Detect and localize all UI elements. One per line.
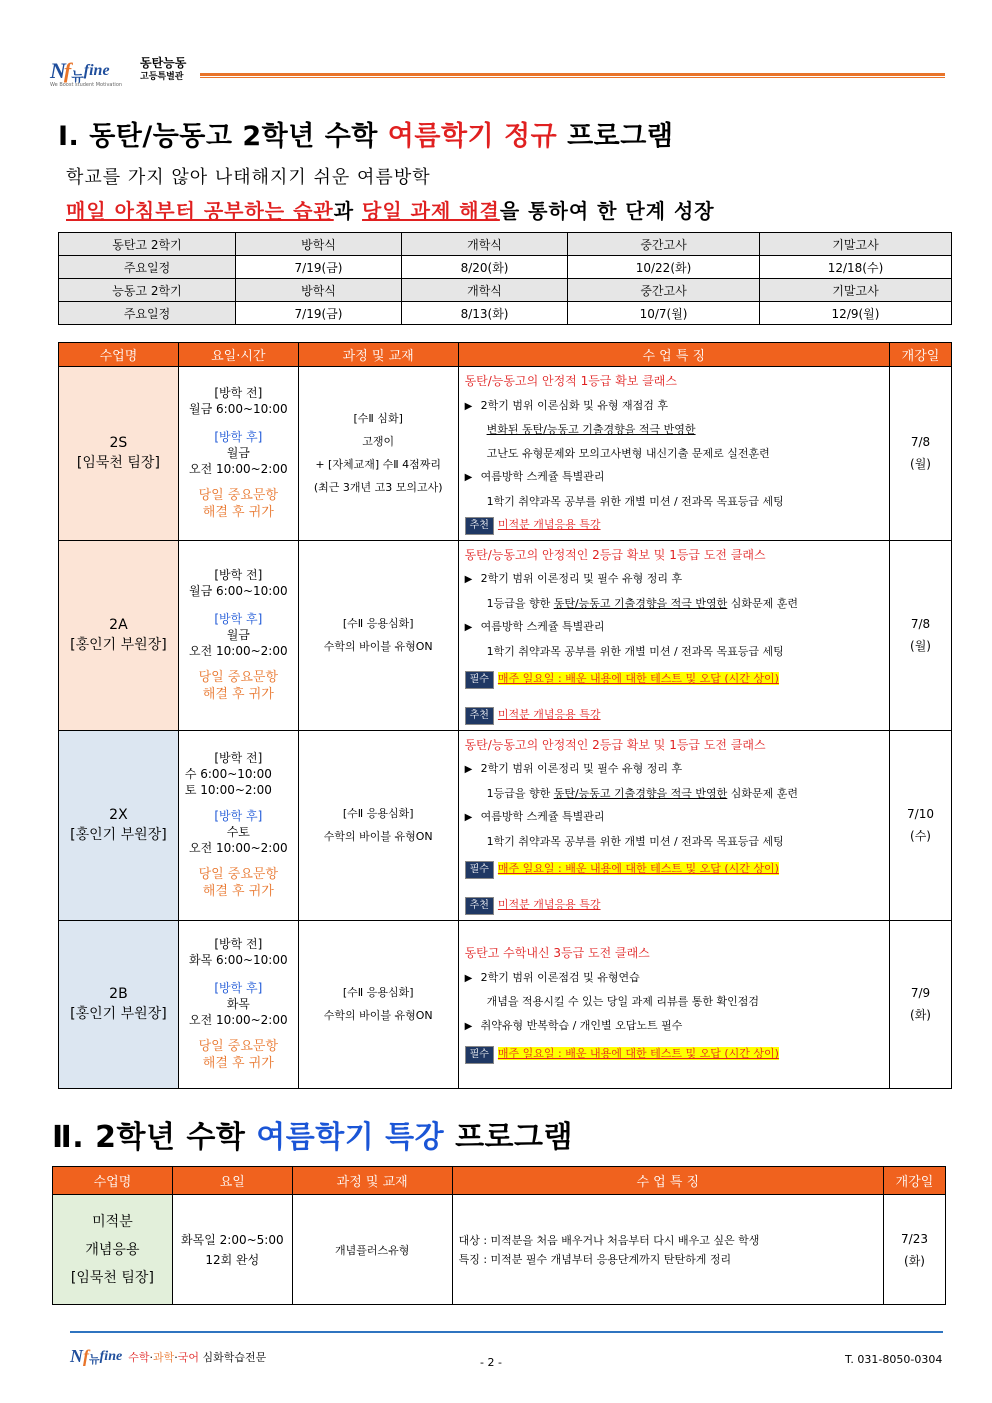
special-program-table [52, 1166, 946, 1305]
post-time: 오전 10:00~2:00 [189, 841, 288, 855]
feature-line: 개념을 적용시킬 수 있는 당일 과제 리뷰를 통한 확인점검 [486, 995, 759, 1009]
schedule-date: 12/18(수) [760, 256, 952, 279]
page-number: - 2 - [480, 1356, 502, 1369]
logo-tagline: We Boost student Motivation [50, 82, 123, 88]
required-line: 필수 매주 일요일 : 배운 내용에 대한 테스트 및 오답 (시간 상이) [465, 667, 883, 691]
section2-title: Ⅱ. 2학년 수학 여름학기 특강 프로그램 [52, 1120, 573, 1155]
table-header-row [59, 343, 952, 367]
school-label: 동탄고 2학기 [59, 233, 236, 256]
triangle-icon: ▶ [464, 764, 473, 775]
schedule-header: 개학식 [402, 233, 568, 256]
required-badge: 필수 [465, 1046, 494, 1064]
post-label: [방학 후] [214, 809, 263, 823]
table-row [59, 302, 952, 325]
col-header: 개강일 [884, 1167, 946, 1195]
post-day: 화목 [226, 997, 250, 1011]
time-cell [178, 367, 298, 541]
note-line1: 당일 중요문항 [198, 867, 279, 882]
post-label: [방학 후] [214, 430, 263, 445]
time-cell [178, 540, 298, 730]
table-row [59, 279, 952, 302]
table-row [59, 540, 952, 730]
recommend-badge: 추천 [465, 897, 494, 915]
start-date-cell: 7/23 (화) [884, 1195, 946, 1305]
note-line2: 해결 후 귀가 [202, 1056, 274, 1071]
pre-label: [방학 전] [214, 386, 263, 401]
schedule-date: 10/7(월) [568, 302, 760, 325]
triangle-icon: ▶ [464, 812, 473, 823]
post-label: [방학 후] [214, 612, 263, 626]
class-name-cell: 미적분 개념응용 [임묵천 팀장] [53, 1195, 173, 1305]
footer-subjects: 수학·과학·국어 심화학습전문 [128, 1350, 267, 1364]
feature-line: 고난도 유형문제와 모의고사변형 내신기출 문제로 실전훈련 [486, 446, 770, 460]
note-line1: 당일 중요문항 [198, 670, 279, 685]
feature-line: 1학기 취약과목 공부를 위한 개별 미션 / 전과목 목표등급 세팅 [486, 494, 784, 508]
post-time: 오전 10:00~2:00 [189, 644, 288, 658]
class-code: 2X [109, 807, 128, 823]
col-header: 수 업 특 징 [458, 343, 889, 367]
table-row [59, 920, 952, 1088]
triangle-icon: ▶ [464, 400, 473, 412]
course-cell [298, 540, 458, 730]
note-line1: 당일 중요문항 [198, 1039, 279, 1054]
class-name-cell [59, 540, 179, 730]
col-header: 수업명 [53, 1167, 173, 1195]
table-row [59, 233, 952, 256]
post-day: 수토 [226, 825, 250, 839]
class-code: 2S [109, 435, 128, 452]
course-line: + [자체교재] 수Ⅱ 4점짜리 [315, 458, 442, 472]
class-name-cell [59, 920, 179, 1088]
feature-cell: 대상 : 미적분을 처음 배우거나 처음부터 다시 배우고 싶은 학생 특징 : 미적분 필수 개념부터 응용단계까지 탄탄하게 정리 [452, 1195, 883, 1305]
required-badge: 필수 [465, 861, 494, 879]
schedule-label: 주요일정 [59, 256, 236, 279]
course-cell [298, 730, 458, 920]
col-header: 과정 및 교재 [298, 343, 458, 367]
required-line: 필수 매주 일요일 : 배운 내용에 대한 테스트 및 오답 (시간 상이) [465, 857, 883, 881]
table-row [59, 730, 952, 920]
footer-rule [70, 1331, 943, 1333]
feature-line: 1학기 취약과목 공부를 위한 개별 미션 / 전과목 목표등급 세팅 [486, 644, 784, 658]
course-line: 고쟁이 [362, 435, 395, 449]
footer-logo-ko: 뉴 [89, 1352, 100, 1366]
feature-cell [458, 730, 889, 920]
class-title: 동탄/능동고의 안정적인 2등급 확보 및 1등급 도전 클래스 [464, 737, 766, 752]
pre-time: 월금 6:00~10:00 [189, 402, 288, 417]
start-date-cell: 7/9 (화) [890, 920, 952, 1088]
col-header: 과정 및 교재 [292, 1167, 452, 1195]
schedule-header: 방학식 [236, 233, 402, 256]
feature-line: ▶ 2학기 범위 이론점검 및 유형연습 [465, 966, 883, 991]
teacher-name: [홍인기 부원장] [70, 827, 167, 843]
class-title: 동탄/능동고의 안정적인 2등급 확보 및 1등급 도전 클래스 [464, 547, 766, 562]
table-row [59, 256, 952, 279]
schedule-header: 기말고사 [760, 279, 952, 302]
pre-time: 토 10:00~2:00 [184, 783, 272, 797]
triangle-icon: ▶ [464, 472, 473, 483]
time-cell [178, 920, 298, 1088]
section1-slogan: 매일 아침부터 공부하는 습관과 당일 과제 해결을 통하여 한 단계 성장 [66, 199, 715, 223]
logo-nf: Nf [50, 58, 70, 83]
time-cell: 화목일 2:00~5:00 12회 완성 [172, 1195, 292, 1305]
teacher-name: [홍인기 부원장] [70, 1006, 167, 1022]
phone-number: T. 031-8050-0304 [845, 1353, 943, 1366]
col-header: 요일 [172, 1167, 292, 1195]
col-header: 개강일 [890, 343, 952, 367]
start-date-cell: 7/10 (수) [890, 730, 952, 920]
class-title: 동탄고 수학내신 3등급 도전 클래스 [464, 946, 650, 961]
required-badge: 필수 [465, 671, 494, 689]
section1-title: Ⅰ. 동탄/능동고 2학년 수학 여름학기 정규 프로그램 [58, 121, 674, 152]
feature-cell [458, 367, 889, 541]
note-line1: 당일 중요문항 [198, 488, 279, 504]
post-label: [방학 후] [214, 981, 263, 995]
recommend-line: 추천 미적분 개념응용 특강 [465, 513, 883, 537]
recommend-badge: 추천 [465, 517, 494, 535]
col-header: 요일·시간 [178, 343, 298, 367]
pre-time: 월금 6:00~10:00 [189, 584, 288, 598]
post-day: 월금 [226, 446, 250, 461]
course-line: 수학의 바이블 유형ON [323, 830, 433, 843]
feature-cell [458, 920, 889, 1088]
pre-label: [방학 전] [214, 937, 263, 951]
recommend-line: 추천 미적분 개념응용 특강 [465, 893, 883, 917]
feature-cell [458, 540, 889, 730]
feature-line: ▶ 여름방학 스케쥴 특별관리 [465, 465, 883, 490]
course-line: (최근 3개년 고3 모의고사) [313, 481, 443, 495]
brand-line1: 동탄능동 [140, 56, 187, 70]
schedule-header: 중간고사 [568, 233, 760, 256]
table-row [59, 367, 952, 541]
col-header: 수업명 [59, 343, 179, 367]
feature-line: ▶ 취약유형 반복학습 / 개인별 오답노트 필수 [465, 1014, 883, 1039]
schedule-date: 8/20(화) [402, 256, 568, 279]
nfine-logo [50, 58, 110, 85]
footer-logo [70, 1346, 266, 1367]
course-line: [수Ⅱ 응용심화] [342, 986, 414, 999]
feature-line: 변화된 동탄/능동고 기출경향을 적극 반영한 [486, 423, 696, 436]
course-line: [수Ⅱ 응용심화] [342, 617, 414, 630]
note-line2: 해결 후 귀가 [202, 884, 274, 899]
schedule-date: 12/9(월) [760, 302, 952, 325]
class-name-cell [59, 367, 179, 541]
schedule-date: 10/22(화) [568, 256, 760, 279]
school-label: 능동고 2학기 [59, 279, 236, 302]
course-line: 수학의 바이블 유형ON [323, 1009, 433, 1022]
pre-label: [방학 전] [214, 751, 263, 765]
start-date-cell: 7/8 (월) [890, 540, 952, 730]
table-header-row [53, 1167, 946, 1195]
school-schedule-table [58, 232, 952, 325]
class-title: 동탄/능동고의 안정적 1등급 확보 클래스 [464, 374, 677, 388]
course-line: [수Ⅱ 응용심화] [342, 807, 414, 820]
brand-line2: 고등특별관 [140, 72, 184, 82]
class-name-cell [59, 730, 179, 920]
class-code: 2B [109, 986, 128, 1002]
post-day: 월금 [226, 628, 250, 642]
time-cell [178, 730, 298, 920]
feature-line: ▶ 2학기 범위 이론정리 및 필수 유형 정리 후 [465, 757, 883, 782]
header-rule-thin [200, 77, 945, 78]
section1-subtitle: 학교를 가지 않아 나태해지기 쉬운 여름방학 [66, 167, 431, 188]
recommend-badge: 추천 [465, 707, 494, 725]
feature-line: 1등급을 향한 동탄/능동고 기출경향을 적극 반영한 심화문제 훈련 [486, 596, 799, 610]
feature-line: ▶ 2학기 범위 이론심화 및 유형 재점검 후 [465, 394, 883, 419]
pre-time: 수 6:00~10:00 [184, 767, 272, 781]
schedule-header: 방학식 [236, 279, 402, 302]
col-header: 수 업 특 징 [452, 1167, 883, 1195]
footer-logo-nf: Nf [70, 1346, 89, 1366]
schedule-date: 7/19(금) [236, 256, 402, 279]
feature-line: ▶ 2학기 범위 이론정리 및 필수 유형 정리 후 [465, 567, 883, 592]
footer-logo-fine: fine [99, 1348, 123, 1364]
triangle-icon: ▶ [464, 574, 473, 585]
header-rule [200, 73, 945, 76]
class-code: 2A [109, 617, 128, 633]
logo-ko: 뉴 [71, 70, 84, 85]
course-line: [수Ⅱ 심화] [353, 412, 403, 426]
feature-line: ▶ 여름방학 스케쥴 특별관리 [465, 805, 883, 830]
brand-name [140, 56, 186, 84]
pre-label: [방학 전] [214, 568, 263, 582]
teacher-name: [홍인기 부원장] [70, 637, 167, 653]
required-line: 필수 매주 일요일 : 배운 내용에 대한 테스트 및 오답 (시간 상이) [465, 1042, 883, 1066]
feature-line: 1학기 취약과목 공부를 위한 개별 미션 / 전과목 목표등급 세팅 [486, 834, 784, 848]
teacher-name: [임묵천 팀장] [76, 455, 160, 472]
triangle-icon: ▶ [464, 622, 473, 633]
start-date-cell: 7/8 (월) [890, 367, 952, 541]
course-cell [298, 367, 458, 541]
schedule-header: 중간고사 [568, 279, 760, 302]
course-cell: 개념플러스유형 [292, 1195, 452, 1305]
post-time: 오전 10:00~2:00 [189, 462, 288, 477]
course-cell [298, 920, 458, 1088]
program-table [58, 342, 952, 1089]
note-line2: 해결 후 귀가 [202, 505, 274, 521]
logo-fine: fine [83, 62, 110, 79]
table-row [53, 1195, 946, 1305]
schedule-date: 7/19(금) [236, 302, 402, 325]
page-header [50, 52, 945, 92]
triangle-icon: ▶ [464, 1020, 473, 1032]
note-line2: 해결 후 귀가 [202, 687, 274, 702]
post-time: 오전 10:00~2:00 [189, 1013, 288, 1027]
triangle-icon: ▶ [464, 972, 473, 984]
course-line: 수학의 바이블 유형ON [323, 640, 433, 653]
pre-time: 화목 6:00~10:00 [189, 953, 288, 967]
schedule-header: 기말고사 [760, 233, 952, 256]
recommend-line: 추천 미적분 개념응용 특강 [465, 703, 883, 727]
feature-line: 1등급을 향한 동탄/능동고 기출경향을 적극 반영한 심화문제 훈련 [486, 786, 799, 800]
feature-line: ▶ 여름방학 스케쥴 특별관리 [465, 615, 883, 640]
schedule-header: 개학식 [402, 279, 568, 302]
schedule-date: 8/13(화) [402, 302, 568, 325]
schedule-label: 주요일정 [59, 302, 236, 325]
